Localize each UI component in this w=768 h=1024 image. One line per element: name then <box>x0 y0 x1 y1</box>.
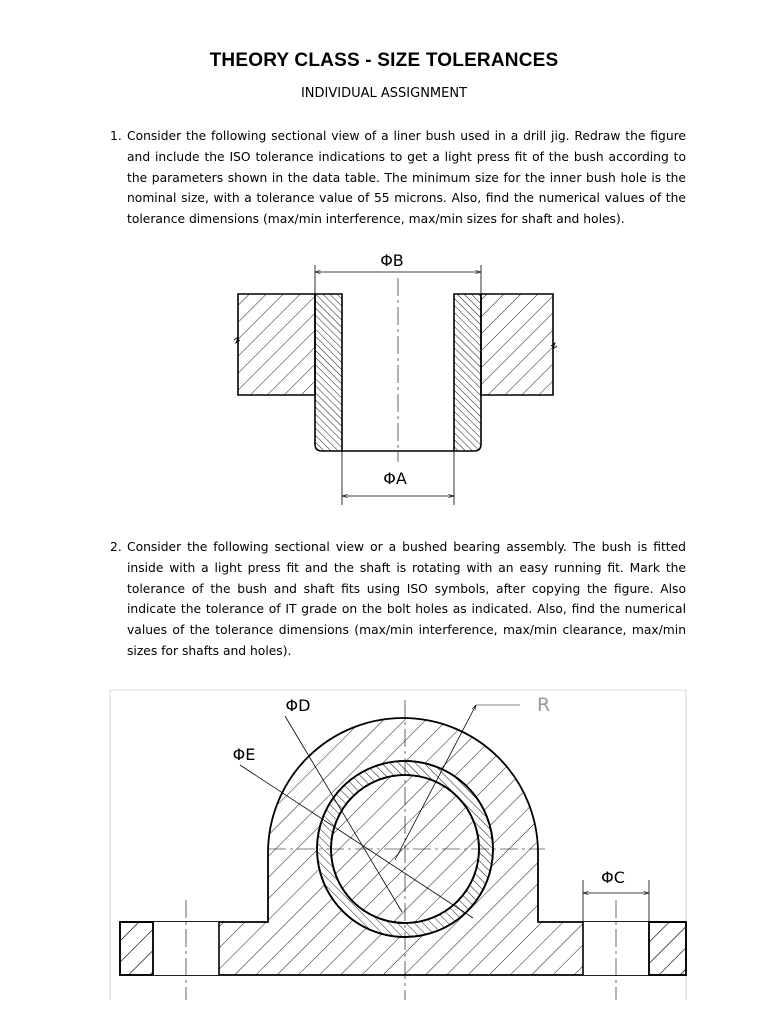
question-1-text: Consider the following sectional view of a liner bush used in a drill jig. Redraw the figure and include the ISO tolerance indications to get a light press fit of the bush according to the parameters shown in the data table. The minimum size for the inner bush hole is the nominal size, with a tolerance value of 55 microns. Also, find the numerical values of the tolerance dimensions (max/min interference, max/min sizes for shaft and holes). <box>127 129 686 227</box>
dim-e-label: ΦE <box>232 745 256 764</box>
dim-c-label: ΦC <box>601 868 625 887</box>
page-title: THEORY CLASS - SIZE TOLERANCES <box>209 50 559 71</box>
question-2-text: Consider the following sectional view or a bushed bearing assembly. The bush is fitted inside with a light press fit and the shaft is rotating with an easy running fit. Mark the tolerance of the bush and shaft fits using ISO symbols, after copying the figure. Also indicate the tolerance of IT grade on the bolt holes as indicated. Also, find the numerical values of the tolerance dimensions (max/min interference, max/min clearance, max/min sizes for shafts and holes). <box>127 540 686 658</box>
dim-a-label: ΦA <box>383 469 407 488</box>
dim-b-label: ΦB <box>380 251 404 270</box>
dim-d-label: ΦD <box>285 696 311 715</box>
radius-label: R <box>537 694 551 716</box>
page-subtitle: INDIVIDUAL ASSIGNMENT <box>300 86 468 101</box>
question-2-number: 2. <box>110 540 122 554</box>
question-1-number: 1. <box>110 129 122 143</box>
